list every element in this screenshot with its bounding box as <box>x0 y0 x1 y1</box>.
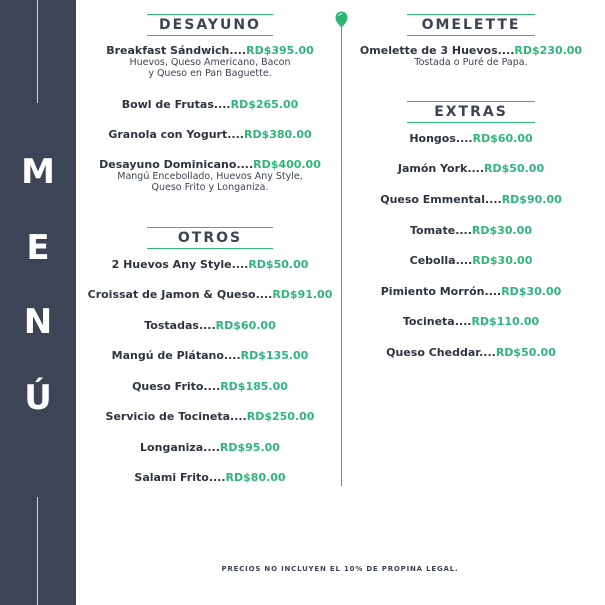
item-separator: .... <box>497 44 515 57</box>
item-separator: .... <box>229 44 247 57</box>
item-price: RD$380.00 <box>243 128 312 141</box>
item-name: Tocineta <box>402 315 455 328</box>
item-price: RD$95.00 <box>219 441 280 454</box>
item-name: Croissat de Jamon & Queso <box>87 288 256 301</box>
section-title-omelette: OMELETTE <box>407 14 535 36</box>
item-name: Servicio de Tocineta <box>105 410 231 423</box>
item-price: RD$50.00 <box>248 258 309 271</box>
sidebar-letter-m: M <box>21 152 55 192</box>
item-name: Jamón York <box>397 162 468 175</box>
item-separator: .... <box>198 319 216 332</box>
section-title-desayuno: DESAYUNO <box>147 14 273 36</box>
item-price: RD$185.00 <box>220 380 288 393</box>
desayuno-menu-item <box>80 44 340 79</box>
item-separator: .... <box>236 158 254 171</box>
sidebar-letter-e: E <box>26 228 50 268</box>
item-name: Hongos <box>409 132 456 145</box>
sidebar-line-top <box>37 0 38 103</box>
otros-menu-item <box>80 441 340 454</box>
item-separator: .... <box>213 98 231 111</box>
item-description: Tostada o Puré de Papa. <box>414 57 528 68</box>
otros-menu-item <box>80 349 340 362</box>
item-separator: .... <box>454 315 472 328</box>
item-name: Queso Cheddar <box>386 346 480 359</box>
item-price: RD$30.00 <box>501 285 562 298</box>
item-price: RD$110.00 <box>471 315 540 328</box>
item-name: 2 Huevos Any Style <box>111 258 232 271</box>
item-separator: .... <box>455 254 473 267</box>
item-description: Mangú Encebollado, Huevos Any Style, <box>117 171 303 182</box>
extras-menu-item <box>341 132 601 145</box>
desayuno-menu-item <box>80 128 340 141</box>
item-separator: .... <box>455 132 473 145</box>
footer-note: PRECIOS NO INCLUYEN EL 10% DE PROPINA LEGAL. <box>221 565 459 573</box>
item-name: Pimiento Morrón <box>380 285 485 298</box>
item-price: RD$400.00 <box>253 158 321 171</box>
desayuno-menu-item <box>80 98 340 111</box>
item-name: Bowl de Frutas <box>121 98 214 111</box>
item-name: Queso Emmental <box>380 193 485 206</box>
item-separator: .... <box>467 162 485 175</box>
item-separator: .... <box>203 441 220 454</box>
item-price: RD$265.00 <box>230 98 299 111</box>
sidebar-letter-n: N <box>23 302 53 342</box>
extras-menu-item <box>341 193 601 206</box>
item-price: RD$230.00 <box>514 44 583 57</box>
otros-menu-item <box>80 380 340 393</box>
item-description: Huevos, Queso Americano, Bacon <box>129 57 291 68</box>
sidebar-line-bottom <box>37 497 38 605</box>
item-separator: .... <box>479 346 496 359</box>
item-price: RD$80.00 <box>225 471 286 484</box>
item-name: Granola con Yogurt <box>108 128 228 141</box>
otros-menu-item <box>80 258 340 271</box>
item-description: Queso Frito y Longaniza. <box>151 182 269 193</box>
otros-menu-item <box>80 319 340 332</box>
item-separator: .... <box>227 128 244 141</box>
section-title-otros: OTROS <box>147 227 273 249</box>
otros-menu-item <box>80 410 340 423</box>
sidebar-letter-u: Ú <box>24 378 52 418</box>
sidebar <box>0 0 76 605</box>
item-price: RD$30.00 <box>472 254 533 267</box>
section-title-extras: EXTRAS <box>407 101 535 123</box>
extras-menu-item <box>341 285 601 298</box>
item-price: RD$50.00 <box>484 162 545 175</box>
item-name: Salami Frito <box>134 471 209 484</box>
item-price: RD$60.00 <box>215 319 276 332</box>
item-separator: .... <box>484 193 502 206</box>
item-name: Tostadas <box>144 319 199 332</box>
item-name: Cebolla <box>409 254 456 267</box>
item-price: RD$60.00 <box>472 132 533 145</box>
item-separator: .... <box>203 380 221 393</box>
item-separator: .... <box>484 285 502 298</box>
item-separator: .... <box>255 288 273 301</box>
item-name: Breakfast Sándwich <box>106 44 230 57</box>
item-name: Longaniza <box>140 441 204 454</box>
desayuno-menu-item <box>80 158 340 193</box>
item-price: RD$50.00 <box>495 346 556 359</box>
item-price: RD$135.00 <box>240 349 309 362</box>
extras-menu-item <box>341 346 601 359</box>
extras-menu-item <box>341 315 601 328</box>
item-price: RD$91.00 <box>272 288 333 301</box>
extras-menu-item <box>341 224 601 237</box>
item-price: RD$250.00 <box>246 410 315 423</box>
omelette-menu-item <box>341 44 601 68</box>
item-name: Queso Frito <box>132 380 204 393</box>
extras-menu-item <box>341 162 601 175</box>
extras-menu-item <box>341 254 601 267</box>
otros-menu-item <box>80 288 340 301</box>
item-separator: .... <box>231 258 249 271</box>
item-description: y Queso en Pan Baguette. <box>148 68 272 79</box>
item-price: RD$30.00 <box>471 224 532 237</box>
otros-menu-item <box>80 471 340 484</box>
item-separator: .... <box>455 224 472 237</box>
item-name: Desayuno Dominicano <box>99 158 237 171</box>
item-name: Mangú de Plátano <box>111 349 224 362</box>
item-price: RD$395.00 <box>246 44 314 57</box>
item-price: RD$90.00 <box>501 193 562 206</box>
item-separator: .... <box>230 410 247 423</box>
item-separator: .... <box>208 471 226 484</box>
item-name: Omelette de 3 Huevos <box>359 44 498 57</box>
item-separator: .... <box>223 349 241 362</box>
item-name: Tomate <box>410 224 456 237</box>
